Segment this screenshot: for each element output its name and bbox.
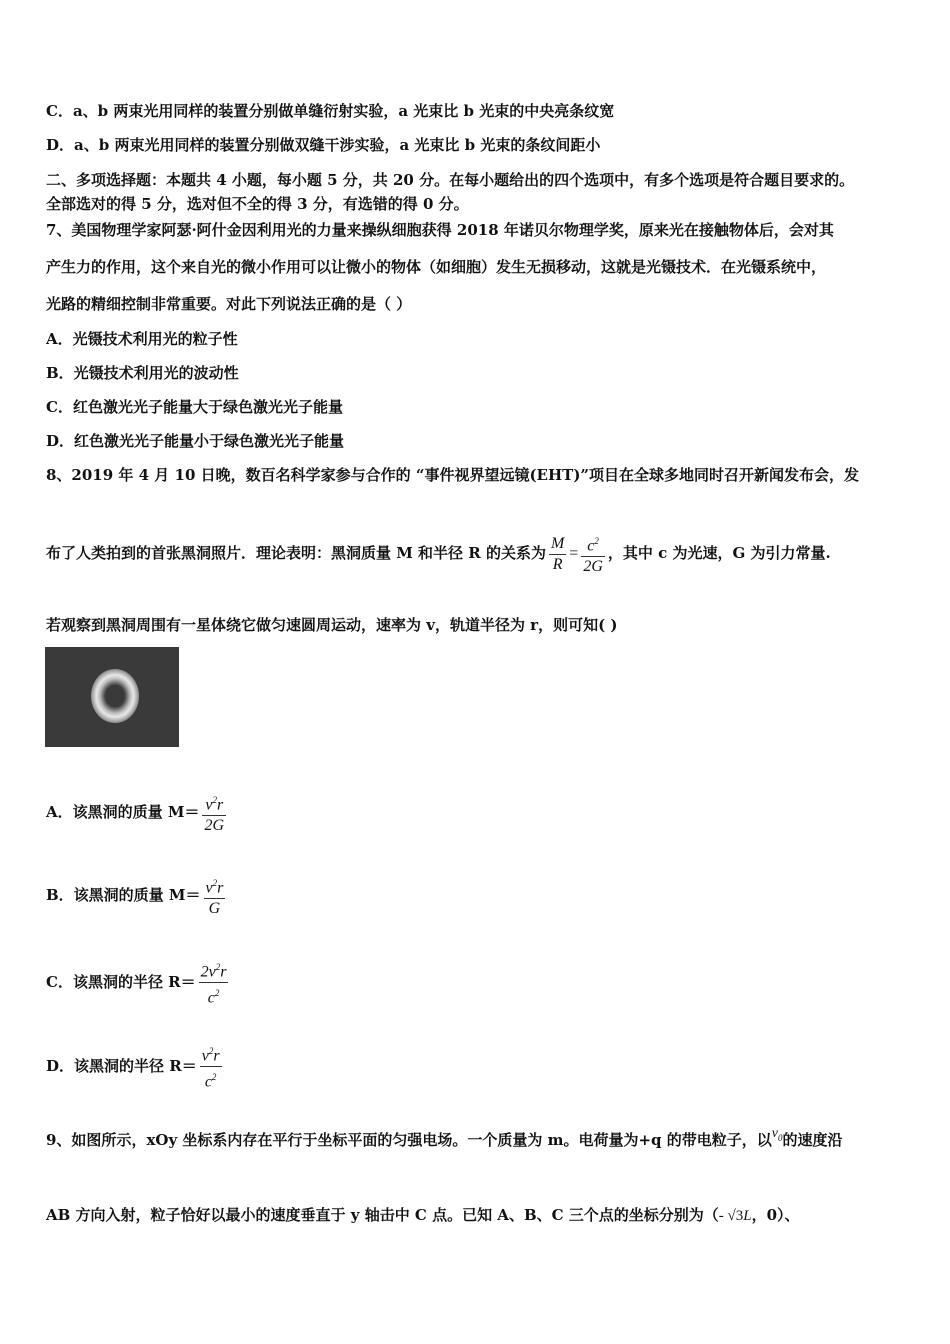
option-d-q6: D．a、b 两束光用同样的装置分别做双缝干涉实验，a 光束比 b 光束的条纹间距小	[46, 136, 601, 154]
q7-stem-3: 光路的精细控制非常重要。对此下列说法正确的是（ ）	[46, 295, 412, 313]
q7-stem-2: 产生力的作用，这个来自光的微小作用可以让微小的物体（如细胞）发生无损移动，这就是光镊技术．在光镊系统中，	[46, 258, 827, 276]
q8-stem-2: 布了人类拍到的首张黑洞照片．理论表明：黑洞质量 M 和半径 R 的关系为 $\frac{M}{R}$ = $\frac{c^2}{2G}$ ，其中 c 为光速，G 为引力常量.	[46, 531, 831, 577]
q8-stem-1: 8、2019 年 4 月 10 日晚，数百名科学家参与合作的 “事件视界望远镜(EHT)”项目在全球多地同时召开新闻发布会，发	[46, 466, 860, 484]
option-c-q6: C．a、b 两束光用同样的装置分别做单缝衍射实验，a 光束比 b 光束的中央亮条纹宽	[46, 102, 615, 120]
section2-heading-2: 全部选对的得 5 分，选对但不全的得 3 分，有选错的得 0 分。	[46, 195, 469, 213]
q9-stem-1: 9、如图所示，xOy 坐标系内存在平行于坐标平面的匀强电场。一个质量为 m。电荷量为+q 的带电粒子，以$v_0$的速度沿	[46, 1126, 843, 1149]
black-hole-image	[45, 647, 179, 747]
q7-stem-1: 7、美国物理学家阿瑟·阿什金因利用光的力量来操纵细胞获得 2018 年诺贝尔物理学奖，原来光在接触物体后，会对其	[46, 221, 834, 239]
q8-stem-3: 若观察到黑洞周围有一星体绕它做匀速圆周运动，速率为 v，轨道半径为 r，则可知( )	[46, 616, 618, 634]
q7-option-c: C．红色激光光子能量大于绿色激光光子能量	[46, 398, 343, 416]
q7-option-d: D．红色激光光子能量小于绿色激光光子能量	[46, 432, 345, 450]
q8-option-d: D．该黑洞的半径 R＝ $\frac{v^2r}{c^2}$	[46, 1041, 225, 1093]
section2-heading: 二、多项选择题：本题共 4 小题，每小题 5 分，共 20 分。在每小题给出的四个选项中，有多个选项是符合题目要求的。	[46, 171, 855, 189]
q7-option-b: B．光镊技术利用光的波动性	[46, 364, 239, 382]
q8-option-a: A．该黑洞的质量 M＝ $\frac{v^2r}{2G}$	[46, 790, 229, 836]
q7-option-a: A．光镊技术利用光的粒子性	[46, 330, 238, 348]
q9-stem-2: AB 方向入射，粒子恰好以最小的速度垂直于 y 轴击中 C 点。已知 A、B、C 三个点的坐标分别为（- √3L，0）、	[46, 1206, 800, 1224]
q8-option-b: B．该黑洞的质量 M＝ $\frac{v^2r}{G}$	[46, 873, 228, 919]
q8-option-c: C．该黑洞的半径 R＝ $\frac{2v^2r}{c^2}$	[46, 957, 231, 1009]
